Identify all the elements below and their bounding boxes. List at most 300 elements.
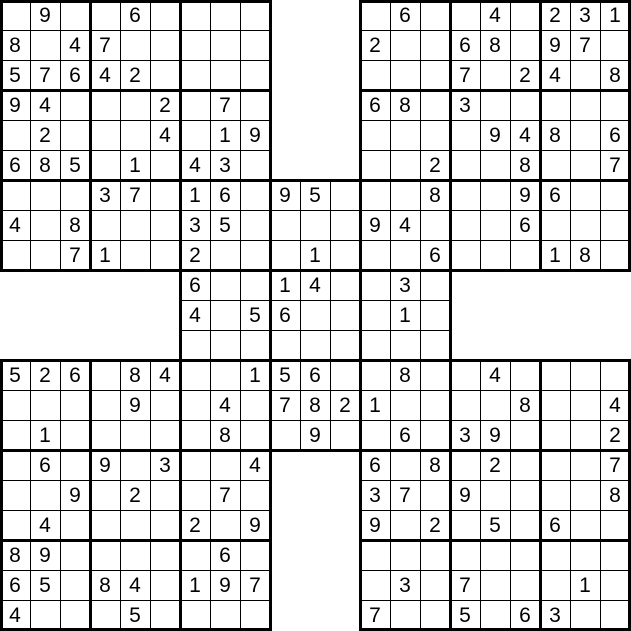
empty-cell-r11c12[interactable] <box>330 300 360 330</box>
empty-cell-r10c8[interactable] <box>210 270 240 300</box>
grid-line <box>390 299 391 331</box>
empty-cell-r12c14[interactable] <box>390 330 420 360</box>
empty-cell-r7c13[interactable] <box>360 180 390 210</box>
empty-cell-r3c13[interactable] <box>360 60 390 90</box>
empty-cell-r14c3[interactable] <box>60 390 90 420</box>
given-cell-r5c2: 2 <box>30 120 60 150</box>
empty-cell-r14c15[interactable] <box>420 390 450 420</box>
grid-line <box>389 449 421 452</box>
grid-line <box>570 389 571 421</box>
empty-cell-r18c20[interactable] <box>570 510 600 540</box>
grid-line <box>569 240 601 241</box>
given-cell-r3c16: 7 <box>450 60 480 90</box>
grid-line <box>480 29 481 61</box>
grid-line <box>60 509 61 541</box>
empty-cell-r5c13[interactable] <box>360 120 390 150</box>
empty-cell-r4c21[interactable] <box>600 90 630 120</box>
given-cell-r1c14: 6 <box>390 0 420 30</box>
grid-line <box>569 210 601 211</box>
empty-cell-r1c15[interactable] <box>420 0 450 30</box>
grid-line <box>60 389 61 421</box>
grid-line <box>60 0 61 32</box>
grid-line <box>539 419 542 451</box>
empty-cell-r14c6[interactable] <box>150 390 180 420</box>
empty-cell-r8c16[interactable] <box>450 210 480 240</box>
empty-cell-r10c15[interactable] <box>420 270 450 300</box>
empty-cell-r7c3[interactable] <box>60 180 90 210</box>
empty-cell-r16c7[interactable] <box>180 450 210 480</box>
grid-line <box>329 269 361 272</box>
empty-cell-r21c21[interactable] <box>600 600 630 630</box>
empty-cell-r7c16[interactable] <box>450 180 480 210</box>
empty-cell-r6c19[interactable] <box>540 150 570 180</box>
empty-cell-r7c9[interactable] <box>240 180 270 210</box>
empty-cell-r4c20[interactable] <box>570 90 600 120</box>
empty-cell-r21c20[interactable] <box>570 600 600 630</box>
empty-cell-r20c3[interactable] <box>60 570 90 600</box>
empty-cell-r17c1[interactable] <box>0 480 30 510</box>
empty-cell-r9c14[interactable] <box>390 240 420 270</box>
empty-cell-r19c18[interactable] <box>510 540 540 570</box>
grid-line <box>599 30 631 31</box>
empty-cell-r3c7[interactable] <box>180 60 210 90</box>
empty-cell-r9c12[interactable] <box>330 240 360 270</box>
empty-cell-r21c17[interactable] <box>480 600 510 630</box>
given-cell-r21c1: 4 <box>0 600 30 630</box>
empty-cell-r16c5[interactable] <box>120 450 150 480</box>
empty-cell-r13c19[interactable] <box>540 360 570 390</box>
empty-cell-r14c19[interactable] <box>540 390 570 420</box>
grid-line <box>120 449 121 481</box>
empty-cell-r19c4[interactable] <box>90 540 120 570</box>
empty-cell-r20c18[interactable] <box>510 570 540 600</box>
empty-cell-r1c16[interactable] <box>450 0 480 30</box>
empty-cell-r3c17[interactable] <box>480 60 510 90</box>
given-cell-r3c18: 2 <box>510 60 540 90</box>
empty-cell-r10c12[interactable] <box>330 270 360 300</box>
empty-cell-r3c8[interactable] <box>210 60 240 90</box>
empty-cell-r7c17[interactable] <box>480 180 510 210</box>
given-cell-r11c7: 4 <box>180 300 210 330</box>
empty-cell-r6c13[interactable] <box>360 150 390 180</box>
grid-line <box>269 239 272 271</box>
empty-cell-r8c4[interactable] <box>90 210 120 240</box>
given-cell-r16c4: 9 <box>90 450 120 480</box>
empty-cell-r17c2[interactable] <box>30 480 60 510</box>
empty-cell-r6c14[interactable] <box>390 150 420 180</box>
given-cell-r21c13: 7 <box>360 600 390 630</box>
empty-cell-r15c13[interactable] <box>360 420 390 450</box>
empty-cell-r4c19[interactable] <box>540 90 570 120</box>
empty-cell-r8c19[interactable] <box>540 210 570 240</box>
empty-cell-r10c13[interactable] <box>360 270 390 300</box>
empty-cell-r19c14[interactable] <box>390 540 420 570</box>
empty-cell-r11c8[interactable] <box>210 300 240 330</box>
empty-cell-r12c10[interactable] <box>270 330 300 360</box>
empty-cell-r12c12[interactable] <box>330 330 360 360</box>
empty-cell-r4c3[interactable] <box>60 90 90 120</box>
empty-cell-r19c5[interactable] <box>120 540 150 570</box>
empty-cell-r13c18[interactable] <box>510 360 540 390</box>
empty-cell-r15c5[interactable] <box>120 420 150 450</box>
grid-line <box>479 449 511 452</box>
grid-line <box>329 390 361 391</box>
empty-cell-r8c10[interactable] <box>270 210 300 240</box>
empty-cell-r1c3[interactable] <box>60 0 90 30</box>
empty-cell-r15c7[interactable] <box>180 420 210 450</box>
grid-line <box>150 539 151 571</box>
grid-line <box>449 570 481 571</box>
grid-line <box>449 420 481 421</box>
empty-cell-r2c5[interactable] <box>120 30 150 60</box>
empty-cell-r17c9[interactable] <box>240 480 270 510</box>
empty-cell-r1c7[interactable] <box>180 0 210 30</box>
grid-line <box>569 269 601 272</box>
empty-cell-r2c6[interactable] <box>150 30 180 60</box>
empty-cell-r3c20[interactable] <box>570 60 600 90</box>
empty-cell-r9c16[interactable] <box>450 240 480 270</box>
empty-cell-r12c9[interactable] <box>240 330 270 360</box>
empty-cell-r20c21[interactable] <box>600 570 630 600</box>
empty-cell-r21c7[interactable] <box>180 600 210 630</box>
empty-cell-r21c6[interactable] <box>150 600 180 630</box>
empty-cell-r15c18[interactable] <box>510 420 540 450</box>
empty-cell-r16c8[interactable] <box>210 450 240 480</box>
empty-cell-r7c12[interactable] <box>330 180 360 210</box>
empty-cell-r16c16[interactable] <box>450 450 480 480</box>
grid-line <box>30 599 31 631</box>
grid-line <box>240 479 241 511</box>
empty-cell-r19c17[interactable] <box>480 540 510 570</box>
empty-cell-r13c7[interactable] <box>180 360 210 390</box>
empty-cell-r16c3[interactable] <box>60 450 90 480</box>
empty-cell-r19c21[interactable] <box>600 540 630 570</box>
empty-cell-r20c13[interactable] <box>360 570 390 600</box>
grid-line <box>569 420 601 421</box>
grid-line <box>449 29 452 61</box>
empty-cell-r18c16[interactable] <box>450 510 480 540</box>
empty-cell-r18c3[interactable] <box>60 510 90 540</box>
empty-cell-r5c16[interactable] <box>450 120 480 150</box>
empty-cell-r14c14[interactable] <box>390 390 420 420</box>
empty-cell-r20c17[interactable] <box>480 570 510 600</box>
empty-cell-r9c9[interactable] <box>240 240 270 270</box>
grid-line <box>510 389 511 421</box>
empty-cell-r13c13[interactable] <box>360 360 390 390</box>
empty-cell-r7c1[interactable] <box>0 180 30 210</box>
empty-cell-r7c6[interactable] <box>150 180 180 210</box>
empty-cell-r6c17[interactable] <box>480 150 510 180</box>
empty-cell-r17c20[interactable] <box>570 480 600 510</box>
empty-cell-r1c9[interactable] <box>240 0 270 30</box>
grid-line <box>120 89 121 121</box>
grid-line <box>299 359 331 362</box>
given-cell-r6c2: 8 <box>30 150 60 180</box>
grid-line <box>420 539 421 571</box>
grid-line <box>119 390 151 391</box>
empty-cell-r5c4[interactable] <box>90 120 120 150</box>
empty-cell-r6c6[interactable] <box>150 150 180 180</box>
empty-cell-r15c19[interactable] <box>540 420 570 450</box>
empty-cell-r2c9[interactable] <box>240 30 270 60</box>
empty-cell-r13c16[interactable] <box>450 360 480 390</box>
empty-cell-r15c1[interactable] <box>0 420 30 450</box>
empty-cell-r20c6[interactable] <box>150 570 180 600</box>
empty-cell-r16c1[interactable] <box>0 450 30 480</box>
empty-cell-r9c21[interactable] <box>600 240 630 270</box>
empty-cell-r15c10[interactable] <box>270 420 300 450</box>
empty-cell-r9c2[interactable] <box>30 240 60 270</box>
given-cell-r15c14: 6 <box>390 420 420 450</box>
empty-cell-r4c5[interactable] <box>120 90 150 120</box>
grid-line <box>449 240 481 241</box>
empty-cell-r17c15[interactable] <box>420 480 450 510</box>
empty-cell-r4c4[interactable] <box>90 90 120 120</box>
empty-cell-r1c4[interactable] <box>90 0 120 30</box>
empty-cell-r14c4[interactable] <box>90 390 120 420</box>
empty-cell-r21c3[interactable] <box>60 600 90 630</box>
empty-cell-r14c1[interactable] <box>0 390 30 420</box>
empty-cell-r17c17[interactable] <box>480 480 510 510</box>
empty-cell-r5c20[interactable] <box>570 120 600 150</box>
empty-cell-r8c6[interactable] <box>150 210 180 240</box>
empty-cell-r15c20[interactable] <box>570 420 600 450</box>
empty-cell-r11c13[interactable] <box>360 300 390 330</box>
empty-cell-r21c2[interactable] <box>30 600 60 630</box>
empty-cell-r8c2[interactable] <box>30 210 60 240</box>
empty-cell-r4c9[interactable] <box>240 90 270 120</box>
empty-cell-r8c20[interactable] <box>570 210 600 240</box>
grid-line <box>29 600 61 601</box>
empty-cell-r21c9[interactable] <box>240 600 270 630</box>
empty-cell-r18c5[interactable] <box>120 510 150 540</box>
empty-cell-r14c7[interactable] <box>180 390 210 420</box>
given-cell-r3c2: 7 <box>30 60 60 90</box>
empty-cell-r21c15[interactable] <box>420 600 450 630</box>
empty-cell-r19c9[interactable] <box>240 540 270 570</box>
empty-cell-r16c14[interactable] <box>390 450 420 480</box>
empty-cell-r2c21[interactable] <box>600 30 630 60</box>
empty-cell-r13c20[interactable] <box>570 360 600 390</box>
given-cell-r4c16: 3 <box>450 90 480 120</box>
grid-line <box>299 269 331 272</box>
grid-line <box>240 179 241 211</box>
empty-cell-r6c9[interactable] <box>240 150 270 180</box>
grid-line <box>89 599 92 631</box>
empty-cell-r1c6[interactable] <box>150 0 180 30</box>
empty-cell-r8c5[interactable] <box>120 210 150 240</box>
grid-line <box>539 509 542 541</box>
grid-line <box>599 0 631 3</box>
empty-cell-r13c12[interactable] <box>330 360 360 390</box>
empty-cell-r3c15[interactable] <box>420 60 450 90</box>
empty-cell-r19c15[interactable] <box>420 540 450 570</box>
empty-cell-r2c15[interactable] <box>420 30 450 60</box>
empty-cell-r7c2[interactable] <box>30 180 60 210</box>
empty-cell-r19c20[interactable] <box>570 540 600 570</box>
empty-cell-r2c8[interactable] <box>210 30 240 60</box>
empty-cell-r3c9[interactable] <box>240 60 270 90</box>
grid-line <box>89 570 121 571</box>
empty-cell-r16c20[interactable] <box>570 450 600 480</box>
empty-cell-r17c18[interactable] <box>510 480 540 510</box>
empty-cell-r6c16[interactable] <box>450 150 480 180</box>
grid-line <box>30 389 31 421</box>
grid-line <box>89 119 92 151</box>
empty-cell-r19c19[interactable] <box>540 540 570 570</box>
empty-cell-r13c8[interactable] <box>210 360 240 390</box>
grid-line <box>120 0 121 32</box>
empty-cell-r3c14[interactable] <box>390 60 420 90</box>
empty-cell-r7c20[interactable] <box>570 180 600 210</box>
empty-cell-r18c4[interactable] <box>90 510 120 540</box>
empty-cell-r5c7[interactable] <box>180 120 210 150</box>
empty-cell-r21c14[interactable] <box>390 600 420 630</box>
empty-cell-r4c18[interactable] <box>510 90 540 120</box>
grid-line <box>179 30 211 31</box>
empty-cell-r16c19[interactable] <box>540 450 570 480</box>
empty-cell-r4c17[interactable] <box>480 90 510 120</box>
empty-cell-r8c9[interactable] <box>240 210 270 240</box>
empty-cell-r3c6[interactable] <box>150 60 180 90</box>
empty-cell-r9c8[interactable] <box>210 240 240 270</box>
empty-cell-r5c5[interactable] <box>120 120 150 150</box>
empty-cell-r8c15[interactable] <box>420 210 450 240</box>
empty-cell-r16c18[interactable] <box>510 450 540 480</box>
given-cell-r2c17: 8 <box>480 30 510 60</box>
empty-cell-r9c18[interactable] <box>510 240 540 270</box>
empty-cell-r14c2[interactable] <box>30 390 60 420</box>
empty-cell-r18c8[interactable] <box>210 510 240 540</box>
empty-cell-r21c8[interactable] <box>210 600 240 630</box>
empty-cell-r13c4[interactable] <box>90 360 120 390</box>
grid-line <box>149 89 181 92</box>
empty-cell-r19c13[interactable] <box>360 540 390 570</box>
empty-cell-r12c11[interactable] <box>300 330 330 360</box>
grid-line <box>479 210 511 211</box>
grid-line <box>359 0 391 3</box>
given-cell-r7c4: 3 <box>90 180 120 210</box>
empty-cell-r4c7[interactable] <box>180 90 210 120</box>
empty-cell-r8c17[interactable] <box>480 210 510 240</box>
empty-cell-r18c6[interactable] <box>150 510 180 540</box>
empty-cell-r12c7[interactable] <box>180 330 210 360</box>
empty-cell-r12c15[interactable] <box>420 330 450 360</box>
empty-cell-r15c4[interactable] <box>90 420 120 450</box>
empty-cell-r2c7[interactable] <box>180 30 210 60</box>
empty-cell-r8c11[interactable] <box>300 210 330 240</box>
given-cell-r6c8: 3 <box>210 150 240 180</box>
empty-cell-r12c8[interactable] <box>210 330 240 360</box>
empty-cell-r19c16[interactable] <box>450 540 480 570</box>
empty-cell-r15c9[interactable] <box>240 420 270 450</box>
empty-cell-r15c15[interactable] <box>420 420 450 450</box>
given-cell-r2c16: 6 <box>450 30 480 60</box>
empty-cell-r18c14[interactable] <box>390 510 420 540</box>
empty-cell-r12c13[interactable] <box>360 330 390 360</box>
empty-cell-r6c20[interactable] <box>570 150 600 180</box>
grid-line <box>539 29 542 61</box>
empty-cell-r2c14[interactable] <box>390 30 420 60</box>
empty-cell-r6c4[interactable] <box>90 150 120 180</box>
empty-cell-r15c12[interactable] <box>330 420 360 450</box>
empty-cell-r7c14[interactable] <box>390 180 420 210</box>
empty-cell-r17c6[interactable] <box>150 480 180 510</box>
grid-line <box>269 389 272 421</box>
grid-line <box>539 539 542 571</box>
empty-cell-r14c9[interactable] <box>240 390 270 420</box>
empty-cell-r2c18[interactable] <box>510 30 540 60</box>
empty-cell-r8c12[interactable] <box>330 210 360 240</box>
empty-cell-r5c14[interactable] <box>390 120 420 150</box>
grid-line <box>359 120 391 121</box>
empty-cell-r17c4[interactable] <box>90 480 120 510</box>
empty-cell-r1c13[interactable] <box>360 0 390 30</box>
empty-cell-r1c18[interactable] <box>510 0 540 30</box>
empty-cell-r14c17[interactable] <box>480 390 510 420</box>
empty-cell-r9c13[interactable] <box>360 240 390 270</box>
empty-cell-r11c15[interactable] <box>420 300 450 330</box>
empty-cell-r14c16[interactable] <box>450 390 480 420</box>
grid-line <box>510 0 511 32</box>
empty-cell-r11c11[interactable] <box>300 300 330 330</box>
grid-line <box>89 389 92 421</box>
empty-cell-r15c3[interactable] <box>60 420 90 450</box>
empty-cell-r18c18[interactable] <box>510 510 540 540</box>
empty-cell-r13c15[interactable] <box>420 360 450 390</box>
empty-cell-r8c21[interactable] <box>600 210 630 240</box>
empty-cell-r9c10[interactable] <box>270 240 300 270</box>
grid-line <box>449 119 452 151</box>
empty-cell-r5c1[interactable] <box>0 120 30 150</box>
grid-line <box>509 570 541 571</box>
empty-cell-r15c6[interactable] <box>150 420 180 450</box>
empty-cell-r18c21[interactable] <box>600 510 630 540</box>
grid-line <box>59 60 91 61</box>
grid-line <box>480 179 481 211</box>
empty-cell-r20c15[interactable] <box>420 570 450 600</box>
empty-cell-r13c21[interactable] <box>600 360 630 390</box>
empty-cell-r20c19[interactable] <box>540 570 570 600</box>
empty-cell-r19c3[interactable] <box>60 540 90 570</box>
given-cell-r14c18: 8 <box>510 390 540 420</box>
given-cell-r13c6: 4 <box>150 360 180 390</box>
empty-cell-r5c15[interactable] <box>420 120 450 150</box>
grid-line <box>359 509 362 541</box>
empty-cell-r21c4[interactable] <box>90 600 120 630</box>
empty-cell-r1c8[interactable] <box>210 0 240 30</box>
empty-cell-r14c20[interactable] <box>570 390 600 420</box>
grid-line <box>179 0 182 32</box>
given-cell-r13c3: 6 <box>60 360 90 390</box>
empty-cell-r7c21[interactable] <box>600 180 630 210</box>
empty-cell-r1c1[interactable] <box>0 0 30 30</box>
empty-cell-r19c7[interactable] <box>180 540 210 570</box>
empty-cell-r9c5[interactable] <box>120 240 150 270</box>
empty-cell-r9c17[interactable] <box>480 240 510 270</box>
empty-cell-r18c1[interactable] <box>0 510 30 540</box>
empty-cell-r2c2[interactable] <box>30 30 60 60</box>
empty-cell-r5c3[interactable] <box>60 120 90 150</box>
empty-cell-r9c1[interactable] <box>0 240 30 270</box>
empty-cell-r17c7[interactable] <box>180 480 210 510</box>
empty-cell-r9c6[interactable] <box>150 240 180 270</box>
empty-cell-r19c6[interactable] <box>150 540 180 570</box>
empty-cell-r10c9[interactable] <box>240 270 270 300</box>
empty-cell-r17c19[interactable] <box>540 480 570 510</box>
grid-line <box>479 539 511 542</box>
empty-cell-r4c15[interactable] <box>420 90 450 120</box>
